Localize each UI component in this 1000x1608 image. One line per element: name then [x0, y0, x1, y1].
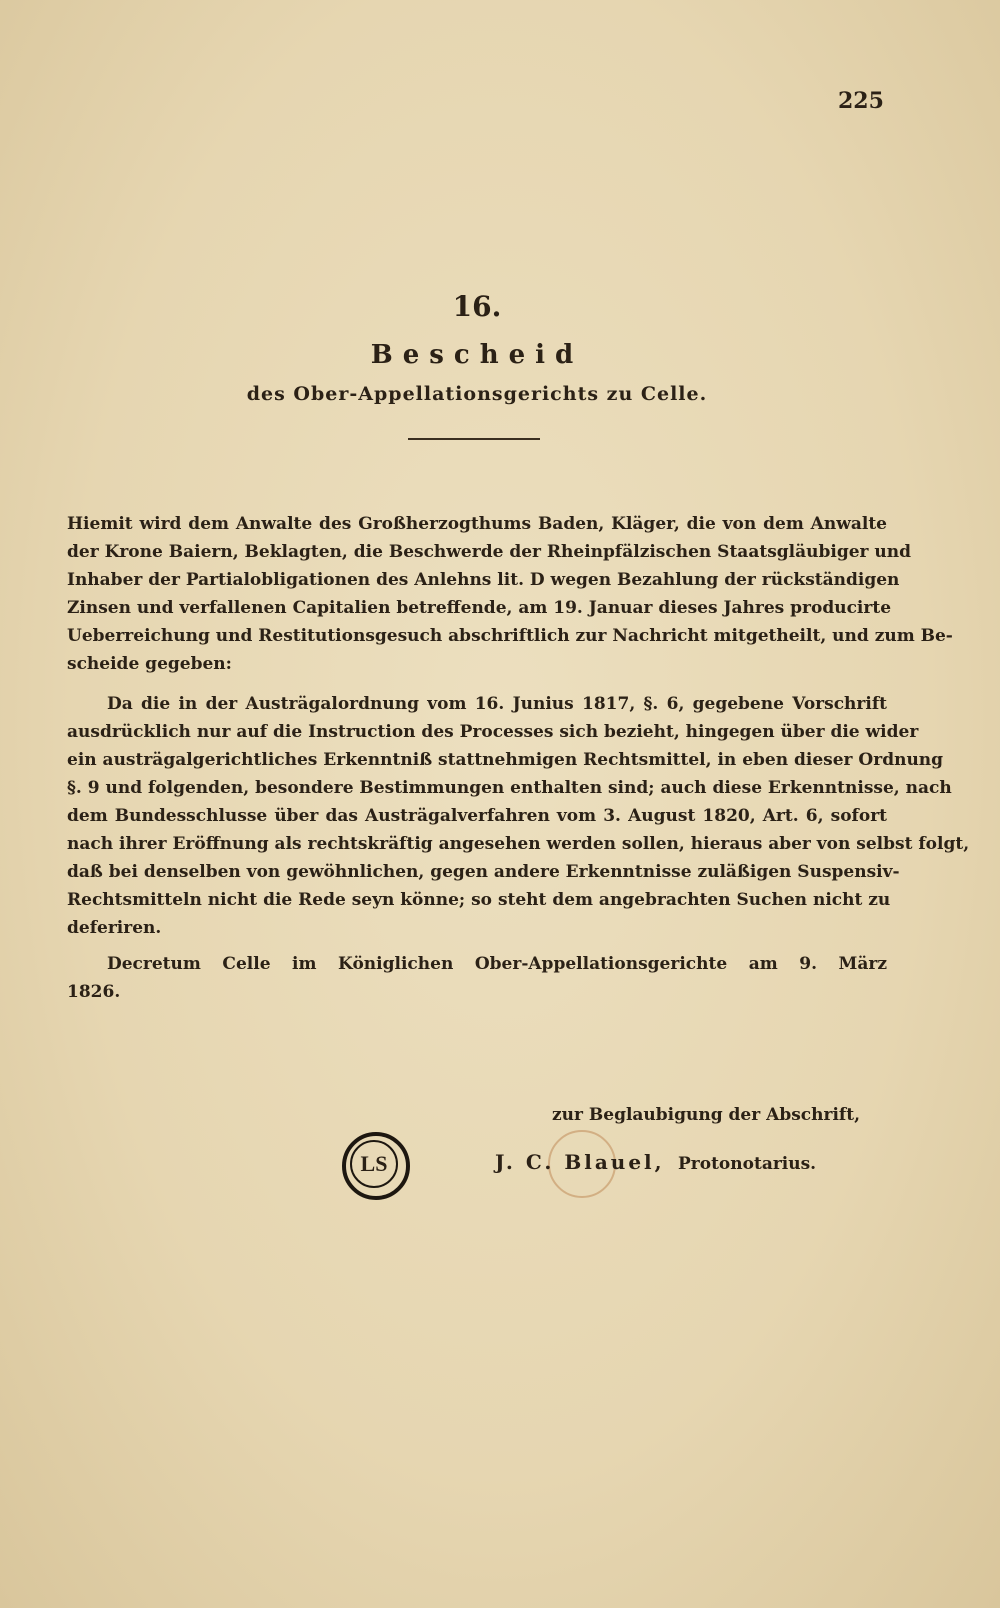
text-line: ein austrägalgerichtliches Erkenntniß stattnehmigen Rechtsmittel, in eben dieser Ordnung: [67, 750, 944, 770]
text-line: der Krone Baiern, Beklagten, die Beschwerde der Rheinpfälzischen Staatsgläubiger und: [67, 542, 912, 562]
document-title: Bescheid: [370, 340, 584, 370]
text-line: Hiemit wird dem Anwalte des Großherzogthums Baden, Kläger, die von dem Anwalte: [67, 514, 887, 534]
text-line: Ueberreichung und Restitutionsgesuch abschriftlich zur Nachricht mitgetheilt, und zum Be-: [67, 626, 953, 646]
seal-text: LS: [350, 1140, 398, 1188]
text-line: nach ihrer Eröffnung als rechtskräftig angesehen werden sollen, hieraus aber von selbst folgt,: [67, 834, 970, 854]
text-line: Zinsen und verfallenen Capitalien betreffende, am 19. Januar dieses Jahres producirte: [67, 598, 892, 618]
document-subtitle: des Ober-Appellationsgerichts zu Celle.: [246, 383, 708, 405]
certification-text: zur Beglaubigung der Abschrift,: [552, 1105, 860, 1125]
text-line: ausdrücklich nur auf die Instruction des Processes sich bezieht, hingegen über die wider: [67, 722, 919, 742]
text-line: §. 9 und folgenden, besondere Bestimmungen enthalten sind; auch diese Erkenntnisse, nach: [67, 778, 952, 798]
text-line: Inhaber der Partialobligationen des Anlehns lit. D wegen Bezahlung der rückständigen: [67, 570, 900, 590]
text-line: scheide gegeben:: [67, 654, 232, 674]
title-divider: [408, 438, 540, 440]
page-number: 225: [838, 88, 884, 114]
seal-ls-icon: [342, 1132, 410, 1200]
text-line: dem Bundesschlusse über das Austrägalverfahren vom 3. August 1820, Art. 6, sofort: [67, 806, 887, 826]
text-line: Da die in der Austrägalordnung vom 16. Junius 1817, §. 6, gegebene Vorschrift: [107, 694, 887, 714]
signatory-name: J. C. Blauel,: [495, 1150, 665, 1174]
text-line: Rechtsmitteln nicht die Rede seyn könne; so steht dem angebrachten Suchen nicht zu: [67, 890, 891, 910]
text-line: Decretum Celle im Königlichen Ober-Appellationsgerichte am 9. März: [107, 954, 887, 974]
text-line: deferiren.: [67, 918, 162, 938]
text-line: 1826.: [67, 982, 121, 1002]
signatory-role: Protonotarius.: [678, 1154, 817, 1174]
document-number: 16.: [452, 290, 502, 323]
text-line: daß bei denselben von gewöhnlichen, gegen andere Erkenntnisse zuläßigen Suspensiv-: [67, 862, 900, 882]
